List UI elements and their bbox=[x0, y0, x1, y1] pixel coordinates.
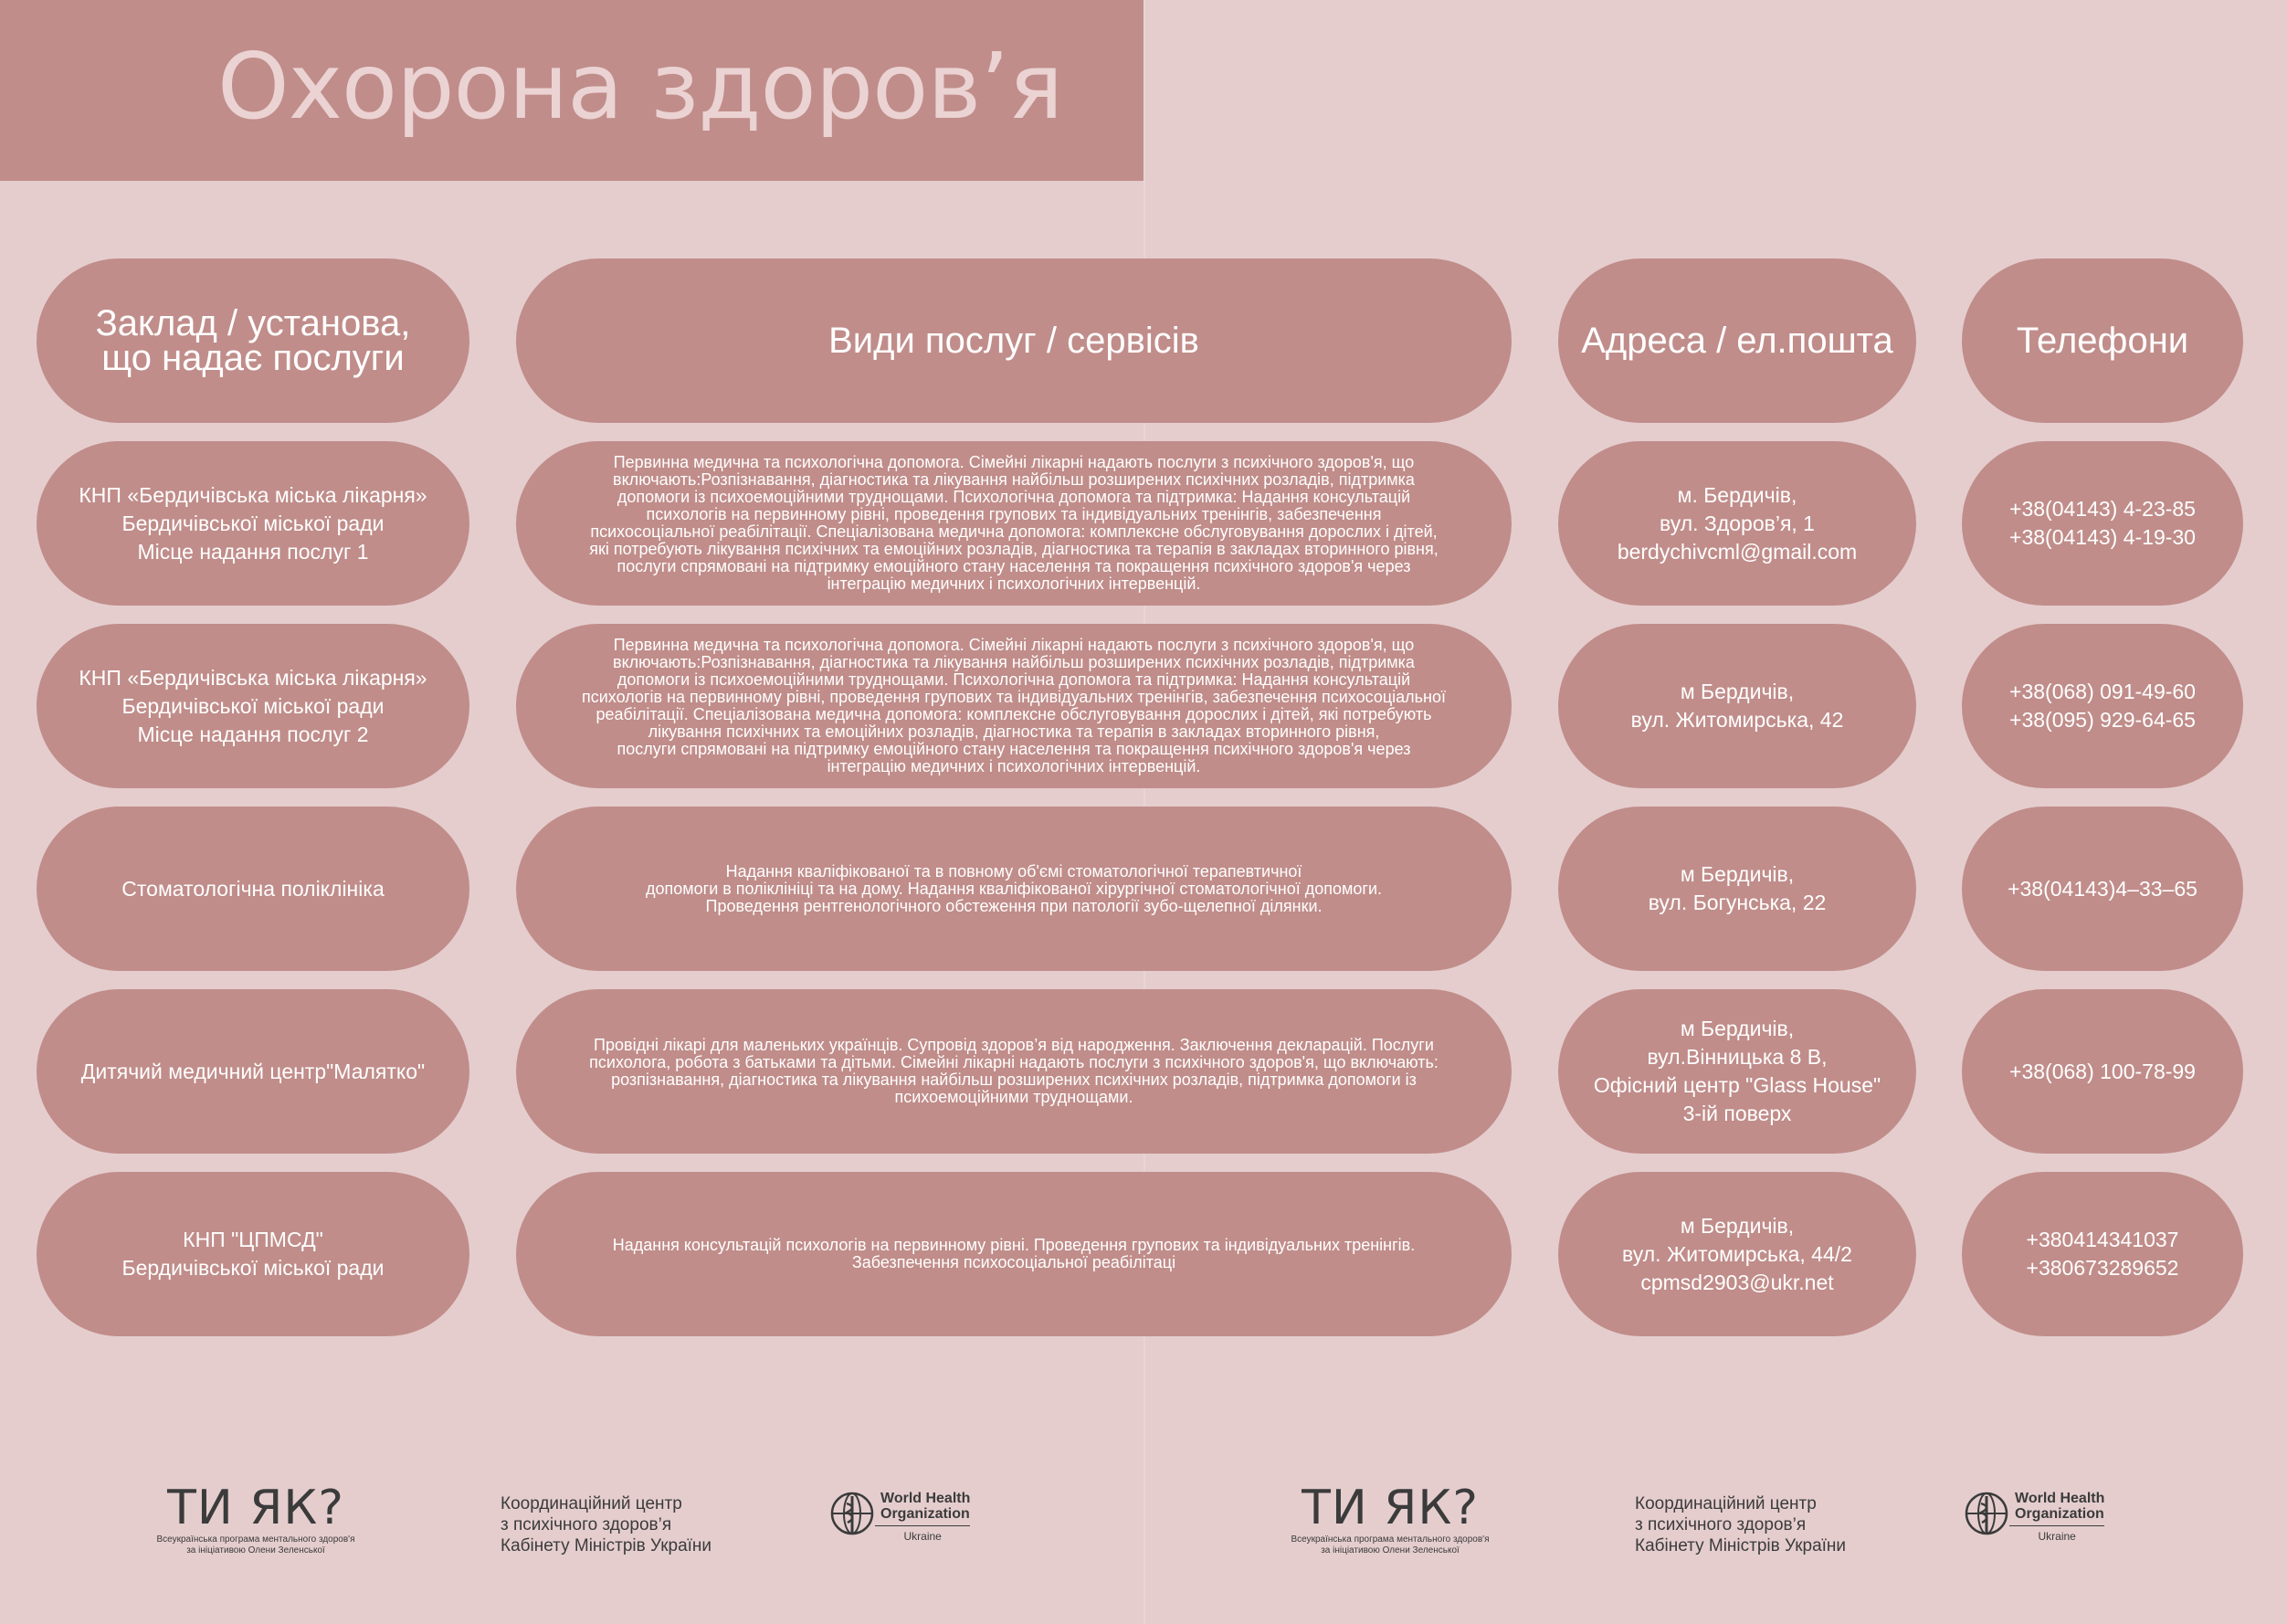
table-row-3-phones bbox=[1962, 807, 2243, 971]
table-row-1-phones bbox=[1962, 441, 2243, 606]
services-text: Первинна медична та психологічна допомога. Сімейні лікарні надають послуги з психічного здоров'я, що включають:Розпізнавання, діагностика та лікування найбільш розширених психічних розладів, підтримка допомоги із психоемоційними труднощами. Психологічна допомога та підтримка: Надання консультацій психологів на первинному рівні, проведення групових та індивідуальних тренінгів, забезпечення психосоціальної реабілітації. Спеціалізована медична допомога: комплексне обслуговування дорослих і дітей, які потребують лікування психічних та емоційних розладів, діагностика та терапія в закладах вторинного рівня, послуги спрямовані на підтримку емоційного стану населення та покращення психічного здоров'я через інтеграцію медичних і психологічних інтервенцій. bbox=[582, 636, 1446, 775]
header-institution bbox=[37, 258, 469, 423]
header-address bbox=[1558, 258, 1916, 423]
coordination-center-right: Координаційний центр з психічного здоров’я Кабінету Міністрів України bbox=[1635, 1494, 1847, 1555]
institution-name: КНП «Бердичівська міська лікарня» Бердичівської міської ради Місце надання послуг 1 bbox=[79, 482, 427, 564]
who-name: World Health Organization bbox=[2015, 1491, 2105, 1522]
phone-text: +38(068) 091-49-60 +38(095) 929-64-65 bbox=[2009, 680, 2196, 732]
address-text: м Бердичів, вул.Вінницька 8 В, Офісний центр "Glass House" 3-ій поверх bbox=[1593, 1017, 1881, 1125]
table-row-2-services bbox=[516, 624, 1512, 788]
table-row-4-institution bbox=[37, 989, 469, 1154]
institution-name: Дитячий медичний центр"Малятко" bbox=[80, 1059, 426, 1083]
table-row-4-services bbox=[516, 989, 1512, 1154]
institution-name: КНП «Бердичівська міська лікарня» Бердичівської міської ради Місце надання послуг 2 bbox=[79, 665, 427, 746]
table-row-2-institution bbox=[37, 624, 469, 788]
address-text: м. Бердичів, вул. Здоров’я, 1 berdychivcml@gmail.com bbox=[1617, 482, 1858, 564]
institution-name: КНП "ЦПМСД" Бердичівської міської ради bbox=[121, 1228, 385, 1280]
services-text: Надання кваліфікованої та в повному об'ємі стоматологічної терапевтичної допомоги в поліклініці та на дому. Надання кваліфікованої хірургічної стоматологічної допомоги. Проведення рентгенологічного обстеження при патології зубо-щелепної ділянки. bbox=[645, 861, 1383, 915]
address-text: м Бердичів, вул. Богунська, 22 bbox=[1648, 862, 1827, 914]
table-row-3-services bbox=[516, 807, 1512, 971]
who-logo-left bbox=[829, 1491, 970, 1543]
table-row-4-address bbox=[1558, 989, 1916, 1154]
table-row-5-phones bbox=[1962, 1172, 2243, 1336]
tiyak-logo-text: ТИ ЯК? bbox=[167, 1481, 344, 1535]
table-row-2-address bbox=[1558, 624, 1916, 788]
tiyak-logo-right bbox=[1276, 1482, 1504, 1556]
table-row-1-institution bbox=[37, 441, 469, 606]
table-row-5-services bbox=[516, 1172, 1512, 1336]
who-logo-right bbox=[1964, 1491, 2104, 1543]
services-text: Первинна медична та психологічна допомога. Сімейні лікарні надають послуги з психічного здоров'я, що включають:Розпізнавання, діагностика та лікування найбільш розширених психічних розладів, підтримка допомоги із психоемоційними труднощами. Психологічна допомога та підтримка: Надання консультацій психологів на первинному рівні, проведення групових та індивідуальних тренінгів, забезпечення психосоціальної реабілітації. Спеціалізована медична допомога: комплексне обслуговування дорослих і дітей, які потребують лікування психічних та емоційних розладів, діагностика та терапія в закладах вторинного рівня, послуги спрямовані на підтримку емоційного стану населення та покращення психічного здоров'я через інтеграцію медичних і психологічних інтервенцій. bbox=[589, 453, 1439, 593]
table-row-1-services bbox=[516, 441, 1512, 606]
table-row-3-address bbox=[1558, 807, 1916, 971]
table-row-5-address bbox=[1558, 1172, 1916, 1336]
who-name: World Health Organization bbox=[880, 1491, 971, 1522]
table-row-2-phones bbox=[1962, 624, 2243, 788]
institution-name: Стоматологічна поліклініка bbox=[121, 876, 385, 901]
table-row-3-institution bbox=[37, 807, 469, 971]
table-row-5-institution bbox=[37, 1172, 469, 1336]
who-emblem-icon bbox=[1964, 1491, 2009, 1536]
header-services bbox=[516, 258, 1512, 423]
tiyak-logo-caption: Всеукраїнська програма ментального здоров'я за ініціативою Олени Зеленської bbox=[1291, 1534, 1490, 1555]
header-phones bbox=[1962, 258, 2243, 423]
services-text: Надання консультацій психологів на первинному рівні. Проведення групових та індивідуальних тренінгів. Забезпечення психосоціальної реабілітаці bbox=[612, 1236, 1416, 1271]
table-row-4-phones bbox=[1962, 989, 2243, 1154]
title-bar bbox=[0, 0, 1144, 181]
phone-text: +380414341037 +380673289652 bbox=[2026, 1228, 2179, 1280]
header-institution-label: Заклад / установа, що надає послуги bbox=[95, 303, 411, 378]
phone-text: +38(04143) 4-23-85 +38(04143) 4-19-30 bbox=[2009, 497, 2196, 549]
header-phones-label: Телефони bbox=[2016, 321, 2189, 361]
address-text: м Бердичів, вул. Житомирська, 42 bbox=[1630, 680, 1844, 732]
coordination-center-left: Координаційний центр з психічного здоров’я Кабінету Міністрів України bbox=[501, 1494, 712, 1555]
who-country: Ukraine bbox=[875, 1525, 970, 1543]
tiyak-logo-caption: Всеукраїнська програма ментального здоров'я за ініціативою Олени Зеленської bbox=[156, 1534, 355, 1555]
header-address-label: Адреса / ел.пошта bbox=[1581, 321, 1893, 361]
who-emblem-icon bbox=[829, 1491, 875, 1536]
tiyak-logo-left bbox=[142, 1482, 370, 1556]
table-row-1-address bbox=[1558, 441, 1916, 606]
header-services-label: Види послуг / сервісів bbox=[828, 321, 1199, 361]
services-text: Провідні лікарі для маленьких українців. Супровід здоров’я від народження. Заключення декларацій. Послуги психолога, робота з батьками та дітьми. Сімейні лікарні надають послуги з психічного здоров'я, що включають: розпізнавання, діагностика та лікування найбільш розширених психічних розладів, підтримка допомоги із психоемоційними труднощами. bbox=[589, 1036, 1439, 1106]
page-title: Охорона здоров’я bbox=[217, 33, 1063, 140]
who-country: Ukraine bbox=[2009, 1525, 2104, 1543]
tiyak-logo-text: ТИ ЯК? bbox=[1302, 1481, 1479, 1535]
phone-text: +38(068) 100-78-99 bbox=[2009, 1059, 2196, 1083]
phone-text: +38(04143)4–33–65 bbox=[2008, 876, 2197, 901]
address-text: м Бердичів, вул. Житомирська, 44/2 cpmsd2903@ukr.net bbox=[1622, 1213, 1852, 1294]
